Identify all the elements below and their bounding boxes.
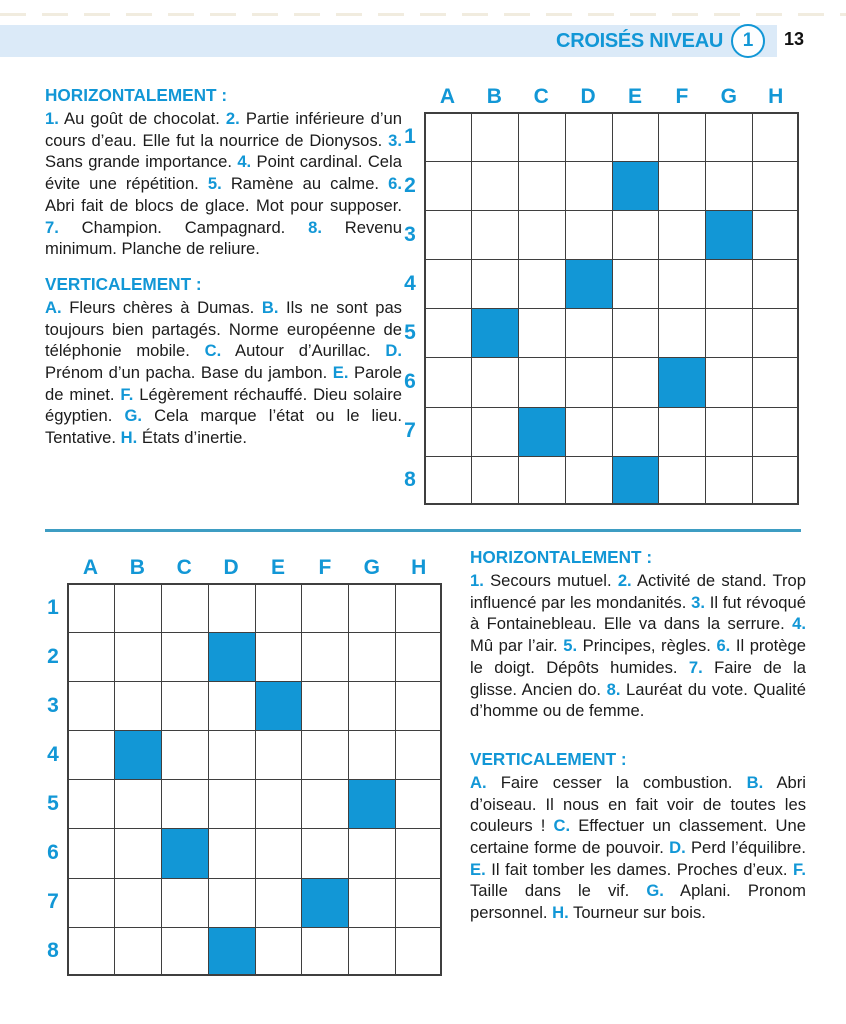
grid-cell-E3: [612, 210, 659, 259]
grid-cell-F7: [301, 878, 348, 927]
clue-text: Prénom d’un pacha. Base du jambon.: [45, 363, 328, 383]
horizontal-clues-paragraph: [45, 108, 402, 260]
clue-number: 6.: [716, 636, 731, 656]
row-header-6: 6: [47, 841, 59, 865]
row-header-6: 6: [404, 370, 416, 394]
grid-cell-F1: [301, 583, 348, 632]
grid-cell-H2: [752, 161, 799, 210]
clue-number: 3.: [388, 130, 402, 150]
grid-cell-C3: [161, 681, 208, 730]
grid-cell-A2: [67, 632, 114, 681]
grid-cell-D7: [565, 407, 612, 456]
section-divider-line: [45, 529, 801, 532]
column-header-G: G: [720, 85, 737, 108]
crossword-grid-bottom: [39, 553, 442, 976]
row-header-1: 1: [47, 595, 59, 619]
grid-cell-B8: [471, 456, 518, 505]
horizontal-clues-section: [470, 546, 806, 722]
grid-cell-G6: [705, 357, 752, 406]
grid-cell-D8: [208, 927, 255, 976]
clue-text: Tourneur sur bois.: [573, 903, 706, 923]
clue-text: Abri d’oiseau. Il nous en fait voir de toutes les couleurs !: [470, 772, 806, 836]
grid-cell-H3: [752, 210, 799, 259]
clue-text: Sans grande importance.: [45, 152, 232, 172]
grid-cell-B6: [471, 357, 518, 406]
grid-cell-E2: [612, 161, 659, 210]
grid-cell-D5: [208, 779, 255, 828]
clue-text: Ils ne sont pas toujours bien partagés. Norme européenne de téléphonie mobile.: [45, 297, 402, 361]
grid-cell-E7: [255, 878, 302, 927]
row-header-8: 8: [404, 468, 416, 492]
grid-cell-C5: [161, 779, 208, 828]
grid-cell-E1: [612, 112, 659, 161]
grid-cell-F7: [658, 407, 705, 456]
grid-cell-B3: [471, 210, 518, 259]
grid-cell-B6: [114, 828, 161, 877]
row-header-7: 7: [47, 890, 59, 914]
page-number: 13: [784, 29, 805, 49]
grid-cell-F2: [658, 161, 705, 210]
grid-cell-E3: [255, 681, 302, 730]
clue-text: Faire cesser la combustion.: [500, 772, 733, 792]
column-header-H: H: [768, 85, 784, 108]
column-header-F: F: [318, 556, 332, 579]
clue-text: Fleurs chères à Dumas.: [69, 297, 255, 317]
clue-text: Cela marque l’état ou le lieu. Tentative.: [45, 406, 402, 448]
grid-cell-A5: [67, 779, 114, 828]
vertical-clues-paragraph: [45, 297, 402, 449]
grid-cell-C6: [161, 828, 208, 877]
clue-number: 6.: [388, 174, 402, 194]
clue-text: Au goût de chocolat.: [64, 109, 220, 128]
grid-cell-G3: [348, 681, 395, 730]
clue-text: Abri fait de blocs de glace. Mot pour supposer.: [45, 195, 402, 215]
column-header-A: A: [82, 556, 99, 579]
grid-cell-F5: [658, 308, 705, 357]
grid-cell-D1: [208, 583, 255, 632]
header-band: [0, 25, 777, 57]
clue-text: Parole de minet.: [45, 363, 402, 404]
column-header-C: C: [533, 85, 549, 108]
grid-cell-G1: [705, 112, 752, 161]
horizontal-heading: HORIZONTALEMENT :: [45, 85, 228, 105]
clue-number: 3.: [691, 592, 705, 612]
grid-cell-E1: [255, 583, 302, 632]
crossword-grid-top: [396, 82, 799, 505]
grid-cell-C8: [161, 927, 208, 976]
clue-text: Ramène au calme.: [230, 174, 380, 194]
grid-cell-B5: [471, 308, 518, 357]
clue-number: E.: [470, 859, 486, 879]
grid-cell-H1: [752, 112, 799, 161]
grid-cell-A1: [424, 112, 471, 161]
clue-text: Point cardinal. Cela évite une répétition.: [45, 152, 402, 194]
grid-cell-F6: [658, 357, 705, 406]
grid-cell-F4: [658, 259, 705, 308]
horizontal-heading: HORIZONTALEMENT :: [470, 547, 653, 567]
grid-cell-H3: [395, 681, 442, 730]
grid-cell-E2: [255, 632, 302, 681]
grid-cell-E7: [612, 407, 659, 456]
column-header-B: B: [486, 85, 502, 108]
grid-cell-A8: [67, 927, 114, 976]
grid-cell-D8: [565, 456, 612, 505]
grid-cell-F3: [658, 210, 705, 259]
row-header-5: 5: [47, 791, 59, 815]
row-header-5: 5: [404, 320, 416, 344]
row-header-2: 2: [47, 644, 59, 668]
grid-cell-E6: [255, 828, 302, 877]
grid-cell-F8: [658, 456, 705, 505]
column-header-C: C: [176, 556, 192, 579]
clue-number: 8.: [606, 679, 621, 699]
grid-cell-A6: [67, 828, 114, 877]
clue-number: 5.: [563, 636, 578, 656]
clue-text: Il fait tomber les dames. Proches d’eux.: [491, 859, 788, 879]
row-header-2: 2: [404, 173, 416, 197]
grid-cell-C1: [518, 112, 565, 161]
vertical-heading: VERTICALEMENT :: [45, 273, 202, 294]
row-header-4: 4: [47, 742, 59, 766]
grid-cell-G1: [348, 583, 395, 632]
grid-cell-A5: [424, 308, 471, 357]
grid-cell-C3: [518, 210, 565, 259]
column-header-G: G: [363, 556, 380, 579]
clue-number: 7.: [688, 657, 703, 677]
grid-cell-B1: [114, 583, 161, 632]
grid-cell-D5: [565, 308, 612, 357]
vertical-clues-paragraph: [470, 772, 806, 924]
row-header-3: 3: [404, 222, 416, 246]
grid-cell-A1: [67, 583, 114, 632]
clue-number: F.: [120, 384, 134, 404]
grid-cell-H1: [395, 583, 442, 632]
grid-cell-G6: [348, 828, 395, 877]
grid-cell-D1: [565, 112, 612, 161]
grid-cell-C2: [161, 632, 208, 681]
column-header-F: F: [675, 85, 689, 108]
clue-number: H.: [120, 428, 138, 448]
grid-cell-E8: [255, 927, 302, 976]
grid-cell-D4: [208, 730, 255, 779]
grid-cell-G4: [348, 730, 395, 779]
grid-cell-G5: [705, 308, 752, 357]
vertical-clues-section: [45, 273, 402, 449]
column-header-E: E: [628, 85, 643, 108]
grid-cell-C7: [161, 878, 208, 927]
clue-number: H.: [552, 903, 569, 923]
grid-cell-E5: [612, 308, 659, 357]
clue-number: D.: [669, 838, 686, 858]
grid-cell-F4: [301, 730, 348, 779]
grid-cell-A7: [67, 878, 114, 927]
column-header-D: D: [580, 85, 596, 108]
grid-cell-B3: [114, 681, 161, 730]
grid-corner-spacer: [396, 82, 424, 112]
grid-cell-A8: [424, 456, 471, 505]
grid-cell-E5: [255, 779, 302, 828]
clue-number: B.: [746, 772, 764, 792]
clue-number: 2.: [225, 109, 240, 128]
grid-cell-H7: [752, 407, 799, 456]
grid-corner-spacer: [39, 553, 67, 583]
clue-text: Champion. Campagnard.: [81, 217, 286, 237]
grid-cell-A3: [424, 210, 471, 259]
clues-top-left: [45, 84, 402, 449]
clue-number: E.: [332, 363, 349, 383]
grid-cell-B2: [471, 161, 518, 210]
clue-text: Légèrement réchauffé. Dieu solaire égyptien.: [45, 384, 402, 426]
clue-number: G.: [646, 881, 664, 901]
grid-cell-B4: [471, 259, 518, 308]
grid-cell-G2: [348, 632, 395, 681]
clue-number: C.: [204, 341, 222, 361]
grid-cell-D3: [565, 210, 612, 259]
clue-text: Autour d’Aurillac.: [235, 341, 371, 361]
clue-number: 2.: [617, 571, 632, 590]
grid-cell-C5: [518, 308, 565, 357]
clue-number: 4.: [792, 614, 806, 634]
grid-cell-A3: [67, 681, 114, 730]
grid-cell-G7: [348, 878, 395, 927]
grid-cell-G3: [705, 210, 752, 259]
clue-text: Taille dans le vif.: [470, 881, 630, 901]
grid-cell-C4: [161, 730, 208, 779]
clue-number: C.: [553, 816, 571, 836]
column-header-D: D: [223, 556, 239, 579]
grid-cell-D4: [565, 259, 612, 308]
grid-cell-G8: [705, 456, 752, 505]
grid-cell-C7: [518, 407, 565, 456]
grid-cell-B8: [114, 927, 161, 976]
grid-cell-F2: [301, 632, 348, 681]
clue-text: Effectuer un classement. Une certaine forme de pouvoir.: [470, 816, 806, 858]
grid-cell-A2: [424, 161, 471, 210]
grid-cell-F6: [301, 828, 348, 877]
grid-cell-F1: [658, 112, 705, 161]
clue-number: 1.: [45, 109, 59, 128]
grid-cell-A4: [67, 730, 114, 779]
column-header-E: E: [271, 556, 286, 579]
clue-text: Principes, règles.: [582, 636, 711, 656]
grid-cell-A6: [424, 357, 471, 406]
row-header-8: 8: [47, 939, 59, 963]
clue-number: A.: [470, 772, 487, 792]
grid-cell-H2: [395, 632, 442, 681]
clue-number: 7.: [45, 217, 59, 237]
clue-number: F.: [793, 859, 806, 879]
clue-number: 4.: [237, 152, 252, 172]
clue-text: Activité de stand. Trop influencé par les mondanités.: [470, 571, 806, 612]
grid-cell-G5: [348, 779, 395, 828]
grid-cell-G7: [705, 407, 752, 456]
clue-text: États d’inertie.: [141, 428, 248, 448]
clue-number: 8.: [308, 217, 322, 237]
grid-cell-B4: [114, 730, 161, 779]
grid-cell-D7: [208, 878, 255, 927]
clue-text: Aplani. Pronom personnel.: [470, 881, 806, 923]
level-badge: 1: [731, 24, 765, 58]
row-header-3: 3: [47, 693, 59, 717]
grid-cell-D2: [208, 632, 255, 681]
grid-cell-D3: [208, 681, 255, 730]
vertical-heading: VERTICALEMENT :: [470, 748, 627, 769]
horizontal-clues-paragraph: [470, 570, 806, 722]
grid-cell-F3: [301, 681, 348, 730]
row-header-1: 1: [404, 124, 416, 148]
grid-cell-B7: [114, 878, 161, 927]
grid-cell-A4: [424, 259, 471, 308]
clue-number: A.: [45, 297, 62, 317]
grid-cell-H7: [395, 878, 442, 927]
grid-cell-D6: [208, 828, 255, 877]
clue-text: Secours mutuel.: [490, 571, 612, 590]
grid-cell-B1: [471, 112, 518, 161]
grid-cell-C2: [518, 161, 565, 210]
clue-text: Mû par l’air.: [470, 636, 558, 656]
column-header-H: H: [411, 556, 427, 579]
horizontal-clues-section: [45, 84, 402, 260]
vertical-clues-section: [470, 748, 806, 924]
clue-text: Revenu minimum. Planche de reliure.: [45, 217, 402, 259]
grid-cell-F5: [301, 779, 348, 828]
clue-number: 1.: [470, 571, 484, 590]
grid-cell-C6: [518, 357, 565, 406]
grid-cell-H8: [752, 456, 799, 505]
grid-cell-H4: [752, 259, 799, 308]
column-header-B: B: [129, 556, 145, 579]
grid-cell-E4: [255, 730, 302, 779]
grid-cell-C1: [161, 583, 208, 632]
clue-text: Faire de la glisse. Ancien do.: [470, 657, 806, 699]
clue-number: 5.: [207, 174, 222, 194]
grid-cell-H6: [752, 357, 799, 406]
row-header-4: 4: [404, 271, 416, 295]
grid-cell-A7: [424, 407, 471, 456]
column-header-A: A: [439, 85, 456, 108]
page-title: CROISÉS NIVEAU: [556, 29, 723, 52]
grid-cell-H8: [395, 927, 442, 976]
clue-text: Lauréat du vote. Qualité d’homme ou de femme.: [470, 679, 806, 721]
page-top-dotted-rule: [0, 13, 846, 16]
grid-cell-G2: [705, 161, 752, 210]
grid-cell-B7: [471, 407, 518, 456]
grid-cell-H5: [395, 779, 442, 828]
grid-cell-D6: [565, 357, 612, 406]
row-header-7: 7: [404, 419, 416, 443]
grid-cell-H6: [395, 828, 442, 877]
grid-cell-G4: [705, 259, 752, 308]
grid-cell-B5: [114, 779, 161, 828]
grid-cell-E6: [612, 357, 659, 406]
clue-number: G.: [124, 406, 143, 426]
grid-cell-E4: [612, 259, 659, 308]
clue-number: B.: [261, 297, 279, 317]
clue-text: Partie inférieure d’un cours d’eau. Elle fut la nourrice de Dionysos.: [45, 109, 402, 150]
grid-cell-H5: [752, 308, 799, 357]
grid-cell-H4: [395, 730, 442, 779]
grid-cell-C8: [518, 456, 565, 505]
clue-text: Il fut révoqué à Fontainebleau. Elle va dans la serrure.: [470, 592, 806, 634]
clue-text: Perd l’équilibre.: [690, 838, 806, 858]
grid-cell-G8: [348, 927, 395, 976]
clues-bottom-right: [470, 546, 806, 924]
grid-cell-E8: [612, 456, 659, 505]
grid-cell-C4: [518, 259, 565, 308]
grid-cell-D2: [565, 161, 612, 210]
clue-number: D.: [385, 341, 402, 361]
grid-cell-F8: [301, 927, 348, 976]
clue-text: Il protège le doigt. Dépôts humides.: [470, 636, 806, 677]
grid-cell-B2: [114, 632, 161, 681]
